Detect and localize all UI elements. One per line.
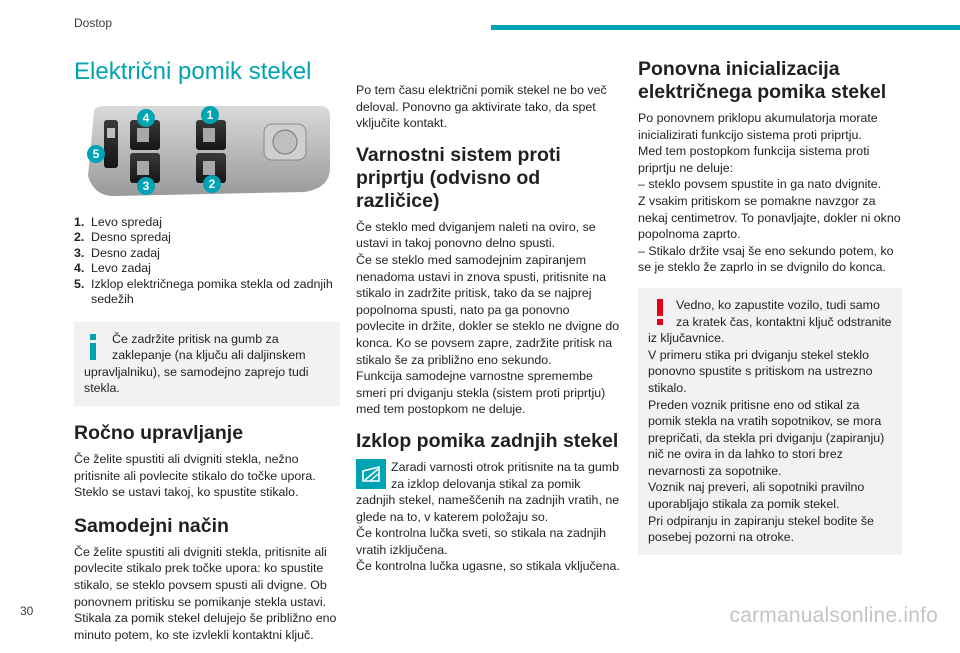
warning-text-2: V primeru stika pri dviganju stekel steklo ponovno spustite s pritiskom na ustrezno stikalo. — [648, 347, 873, 395]
reinit-text-2: Med tem postopkom funkcija sistema proti priprtju ne deluje: — [638, 144, 870, 175]
marker-5: 5 — [92, 147, 100, 161]
list-item: 2. Desno spredaj — [74, 230, 171, 245]
rear-text-2: Če kontrolna lučka sveti, so stikala na zadnjih vratih izključena. — [356, 526, 607, 557]
column-1 — [74, 50, 340, 653]
heading-rear: Izklop pomika zadnjih stekel — [356, 429, 619, 452]
safety-text-3: Funkcija samodejne varnostne spremembe smeri pri dviganju stekla (sistem proti priprtju) med tem postopkom ne deluje. — [356, 369, 606, 417]
marker-4: 4 — [142, 111, 150, 125]
marker-3: 3 — [142, 179, 150, 193]
list-item: 3. Desno zadaj — [74, 245, 160, 260]
list-item: 1. Levo spredaj — [74, 214, 162, 229]
section-label: Dostop — [74, 16, 113, 30]
warning-text-1: Vedno, ko zapustite vozilo, tudi samo za kratek čas, kontaktni ključ odstranite iz ključavnice. — [648, 297, 892, 346]
info-icon — [84, 331, 106, 361]
warning-text-5: Pri odpiranju in zapiranju stekel bodite še posebej pozorni na otroke. — [648, 513, 874, 545]
rear-text-1: Zaradi varnosti otrok pritisnite na ta gumb za izklop delovanja stikal za pomik zadnjih stekel, nameščenih na zadnjih vratih, ne glede na to, v katerem položaju so. — [356, 459, 620, 524]
manual-text: Če želite spustiti ali dvigniti stekla, nežno pritisnite ali povlecite stikalo do točke upora. Steklo se ustavi takoj, ko spustite stikalo. — [74, 451, 316, 500]
heading-reinit: Ponovna inicializacija električnega pomika stekel — [638, 58, 887, 103]
info-box — [74, 322, 340, 406]
rear-section — [356, 459, 620, 575]
auto-text: Če želite spustiti ali dvigniti stekla, pritisnite ali povlecite stikalo prek točke upora: ko spustite stikalo, se steklo povsem spusti ali dvigne. Ob ponovnem pritisku se pomikanje stekla ustavi. Stikala za pomik stekel delujejo še približno eno minuto potem, ko ste izvlekli kontaktni ključ. — [74, 544, 337, 642]
list-item: 5. Izklop električnega pomika stekla od zadnjih sedežih — [74, 276, 333, 307]
marker-1: 1 — [206, 108, 214, 122]
reinit-text-4: Z vsakim pritiskom se pomakne navzgor za nekaj centimetrov. To ponavljajte, dokler ni okno popolnoma zaprto. — [638, 193, 901, 242]
info-text: Če zadržite pritisk na gumb za zaklepanje (na ključu ali daljinskem upravljalniku), se samodejno zaprejo tudi stekla. — [84, 331, 309, 396]
column-3 — [638, 58, 902, 571]
list-item: 4. Levo zadaj — [74, 261, 151, 276]
warning-box — [638, 288, 902, 555]
reinit-text-3: – steklo povsem spustite in ga nato dvignite. — [638, 177, 882, 192]
column-2 — [356, 82, 620, 575]
reinit-text-1: Po ponovnem priklopu akumulatorja morate inicializirati funkcijo sistema proti priprtju. — [638, 111, 878, 142]
header-accent-bar — [491, 25, 960, 30]
warning-text-3: Preden voznik pritisne eno od stikal za pomik stekla na vratih sopotnikov, se mora prepričati, da stekla pri dviganju (zapiranju) nič ne ovira in da lahko to stori brez nevarnosti za sopotnike. — [648, 397, 885, 478]
heading-auto: Samodejni način — [74, 514, 229, 537]
child-lock-icon — [356, 459, 386, 489]
figure-legend — [74, 215, 340, 308]
intro-text: Po tem času električni pomik stekel ne bo več deloval. Ponovno ga aktivirate tako, da spet vključite kontakt. — [356, 83, 607, 131]
heading-safety: Varnostni sistem proti priprtju (odvisno od različice) — [356, 143, 561, 212]
warning-icon — [650, 297, 670, 327]
marker-2: 2 — [208, 177, 216, 191]
safety-text-1: Če steklo med dviganjem naleti na oviro, se ustavi in takoj ponovno delno spusti. — [356, 219, 596, 251]
page-number: 30 — [20, 604, 34, 618]
heading-manual: Ročno upravljanje — [74, 421, 244, 444]
watermark: carmanualsonline.info — [729, 604, 938, 627]
window-switch-panel-figure — [74, 106, 330, 196]
reinit-text-5: – Stikalo držite vsaj še eno sekundo potem, ko se je steklo že zaprlo in se dvignilo do konca. — [638, 243, 894, 275]
page-title: Električni pomik stekel — [74, 58, 312, 85]
rear-text-3: Če kontrolna lučka ugasne, so stikala vključena. — [356, 559, 620, 574]
safety-text-2: Če se steklo med samodejnim zapiranjem nenadoma ustavi in znova spusti, pritisnite na stikalo in zadržite pritisk, tako da se najprej popolnoma spusti, nato pa ga ponovno povlecite in držite, dokler se steklo ne dvigne do konca. Ko se povsem zapre, zadržite pritisk na stikalo še za približno eno sekundo. — [356, 252, 620, 367]
warning-text-4: Voznik naj preveri, ali sopotniki pravilno uporabljajo stikala za pomik stekel. — [648, 480, 865, 512]
